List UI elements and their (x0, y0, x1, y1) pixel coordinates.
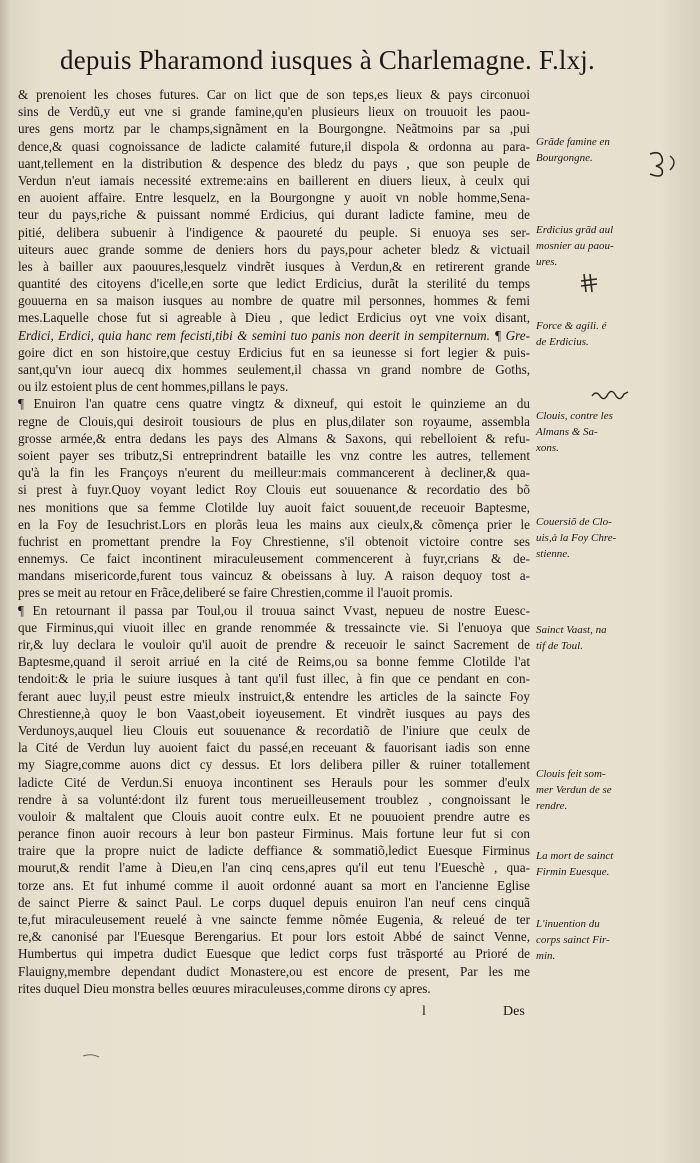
text-line: Verdun n'eut iamais necessité extreme:ains en baillerent en diuers lieux, à ceulx qui (18, 172, 530, 188)
signature-mark: l (422, 1004, 426, 1019)
text-line: les à bailler aux paouures,lesquelz vindrẽt iusques à Verdun,& en retirerent grande (18, 258, 530, 274)
text-line: rites duquel Dieu monstra belles œuures miraculeuses,comme dirons cy apres. (18, 980, 431, 996)
bracket-mark-icon (646, 148, 686, 178)
margin-note-famine: Grãde famine en Bourgongne. (536, 136, 610, 164)
text-line: que Firminus,qui viuoit illec en grande renommée & tressaincte vie. Si l'enuoya que (18, 619, 530, 635)
text-line: grosse armée,& entra dedans les pays des Almans & Saxons, qui rebelloient & refu- (18, 430, 530, 446)
text-line: Flauigny,membre dependant dudict Monastere,ou est encore de present, Par les me (18, 963, 530, 979)
text-line: Chrestienne,à quoy le bon Vaast,obeit ioyeusement. Et vindrẽt iusques au pays des (18, 705, 530, 721)
flourish-mark-icon (590, 388, 630, 402)
text-line: Humbertus qui impetra dudict Euesque que ledict corps fust trãsporté au Prioré de (18, 946, 530, 962)
text-line: en la Foy de Iesuchrist.Lors en plorãs leua les mains aux cieulx,& cõmença prier le (18, 516, 530, 532)
text-line: qu'à la fin les Françoys n'eurent du meilleur:mais commancerent à decliner,& qua- (18, 465, 530, 481)
text-line: ou ilz estoient plus de cent hommes,pillans le pays. (18, 379, 289, 395)
text-line: pitié, delibera subuenir à l'indigence & paoureté du peuple. Si enuoya ses ser- (18, 224, 530, 240)
text-line: dence,& quasi cognoissance de ladicte calamité future,il dispola & ordonna au para- (18, 138, 530, 154)
catchword: Des (503, 1004, 525, 1019)
margin-note-force: Force & agili. é de Erdicius. (536, 320, 607, 348)
text-line: te,fut miraculeusement reuelé à vne saincte femme nõmée Eugenia, & releué de ter (18, 912, 530, 927)
text-line: sant,qu'vn iour auecq dix hommes seulement,il chassa vn grand nombre de Goths, (18, 362, 530, 377)
text-line: torze ans. Et fut inhumé comme il auoit ordonné auant sa mort en l'ancienne Eglise (18, 877, 530, 893)
text-line: quantité des citoyens d'icelle,en sorte que ledict Erdicius, durãt la sterilité du temps (18, 276, 530, 292)
text-line: de sainct Pierre & sainct Paul. Le corps duquel depuis enuiron l'an neuf cens cinquã (18, 894, 530, 910)
margin-note-sommer-verdun: Clouis feit som- mer Verdun de se rendre. (536, 768, 612, 812)
text-line: perance finon auoir recours à leur bon pasteur Firminus. Mais fortune leur fut si con (18, 826, 530, 842)
text-line: pres se meit au retour en Frãce,deliberé se faire Chrestien,comme il l'auoit promis. (18, 585, 453, 601)
text-line: goire dict en son histoire,que cestuy Erdicius fut en sa ieunesse si fort legier & puis- (18, 344, 530, 360)
text-line: & prenoient les choses futures. Car on lict que de son teps,es lieux & pays circonuoi (18, 87, 530, 102)
text-line: gouuerna en sa maison iusques au nombre de quatre mil personnes, hommes & femi (18, 293, 530, 309)
running-header: depuis Pharamond iusques à Charlemagne. F.lxj. (60, 45, 595, 75)
text-line: re,& canonisé par l'Euesque Berengarius. Et pour lors estoit Abbé de sainct Venne, (18, 929, 530, 945)
text-line: soient payer ses tributz,Si entreprindrent bataille les vnz contre les autres, tellement (18, 447, 530, 463)
text-line: vouloir & maltalent que Clouis auoit contre eulx. Et ne pouuoient prendre autre es (18, 808, 530, 824)
margin-note-erdicius: Erdicius grãd aul mosnier au paou- ures. (536, 224, 614, 268)
margin-note-clouis-almans: Clouis, contre les Almans & Sa- xons. (536, 410, 613, 454)
margin-note-vaast: Sainct Vaast, na tif de Toul. (536, 624, 607, 652)
text-line: mes.Laquelle chose fut si agreable à Dieu , que ledict Erdicius oyt vne voix disant, (18, 310, 530, 326)
text-line: ferant auec luy,il peust estre mieulx instruict,& entendre les articles de la saincte Foy (18, 688, 530, 704)
text-line: ennemys. Ce faict incontinent miraculeusement commencerent à fuyr,crians & de- (18, 551, 530, 567)
text-line: ¶ Enuiron l'an quatre cens quatre vingtz & dixneuf, qui estoit le quinzieme an du (18, 396, 530, 412)
text-line: si prest à fuyr.Quoy voyant ledict Roy Clouis eut souuenance & recordatio des bõ (18, 482, 530, 498)
margin-note-mort-firmin: La mort de sainct Firmin Euesque. (536, 850, 614, 878)
margin-note-conversion: Couersiõ de Clo- uis,à la Foy Chre- stienne. (536, 516, 617, 560)
text-line: ¶ En retournant il passa par Toul,ou il trouua sainct Vvast, nepueu de nostre Euesc- (18, 602, 530, 618)
text-line: regne de Clouis,qui desiroit tousiours de plus en plus,dilater son royaume, assembla (18, 413, 530, 429)
text-line: sins de Verdũ,y eut vne si grande famine,qu'en plusieurs lieux on trouuoit les paou- (18, 104, 530, 120)
hand-mark-icon (578, 272, 602, 296)
text-line: mourut,& rendit l'ame à Dieu,en l'an cinq cens,apres qu'il eut tenu l'Eueschè , qua- (18, 860, 530, 876)
margin-note-inuention: L'inuention du corps sainct Fir- min. (536, 918, 610, 962)
text-line: Erdici, Erdici, quia hanc rem fecisti,tibi & semini tuo panis non deerit in sempiternum. ¶ Gre- (18, 327, 530, 343)
text-line: en auoient affaire. Entre lesquelz, en la Bourgongne y auoit vn noble homme,Sena- (18, 190, 530, 206)
text-line: mandans misericorde,furent tous vaincuz & obeissans à luy. A raison dequoy tost a- (18, 568, 530, 584)
text-line: ures gens mortz par le champs,signãment en la Bourgongne. Neãtmoins par sa ,pui (18, 121, 530, 137)
main-text (18, 86, 530, 997)
text-line: Baptesme,quand il seroit arriué en la cité de Reims,ou sa bonne femme Clotilde l'at (18, 654, 530, 670)
text-line: nes monitions que sa femme Clotilde luy auoit faict souuent,de receuoir Baptesme, (18, 499, 530, 515)
text-line: tendoit:& le pria le suiure iusques à tant qu'il fust illec, à fin que ce pendant en con- (18, 671, 530, 687)
stray-mark-icon (82, 1052, 100, 1060)
text-line: uant,tellement en la distribution & despence des bledz du pays , que son peuple de (18, 155, 530, 171)
text-line: Verdunoys,auquel lieu Clouis eut souuenance & recordatiõ de l'iniure que ceulx de (18, 722, 530, 738)
page-fold-shadow (0, 0, 10, 1163)
text-line: uiteurs auec grande somme de deniers hors du pays,pour acheter bledz & victuail (18, 241, 530, 257)
text-line: teur du pays,riche & puissant nommé Erdicius, qui durant ladicte famine, meu de (18, 207, 530, 223)
text-line: rendre à sa volunté:dont ilz furent tous merueilleusement troublez , congnoissant le (18, 791, 530, 807)
text-line: my Siagre,comme auons dict cy dessus. Et lors delibera piller & ruiner totallement (18, 757, 530, 773)
text-line: fuchrist en promettant prendre la Foy Chrestienne, s'il obtenoit victoire contre ses (18, 533, 530, 549)
text-line: ladicte Cité de Verdun.Si enuoya incontinent ses Herauls pour les sommer d'eulx (18, 774, 530, 790)
text-line: rir,& luy declara le vouloir qu'il auoit de prendre & receuoir le sainct Sacrement de (18, 637, 530, 652)
text-line: traire que la propre nuict de ladicte deffiance & sommatiõ,ledict Euesque Firminus (18, 843, 530, 859)
text-line: la Cité de Verdun luy auoient faict du passé,en receuant & fauorisant iadis son enne (18, 740, 530, 756)
